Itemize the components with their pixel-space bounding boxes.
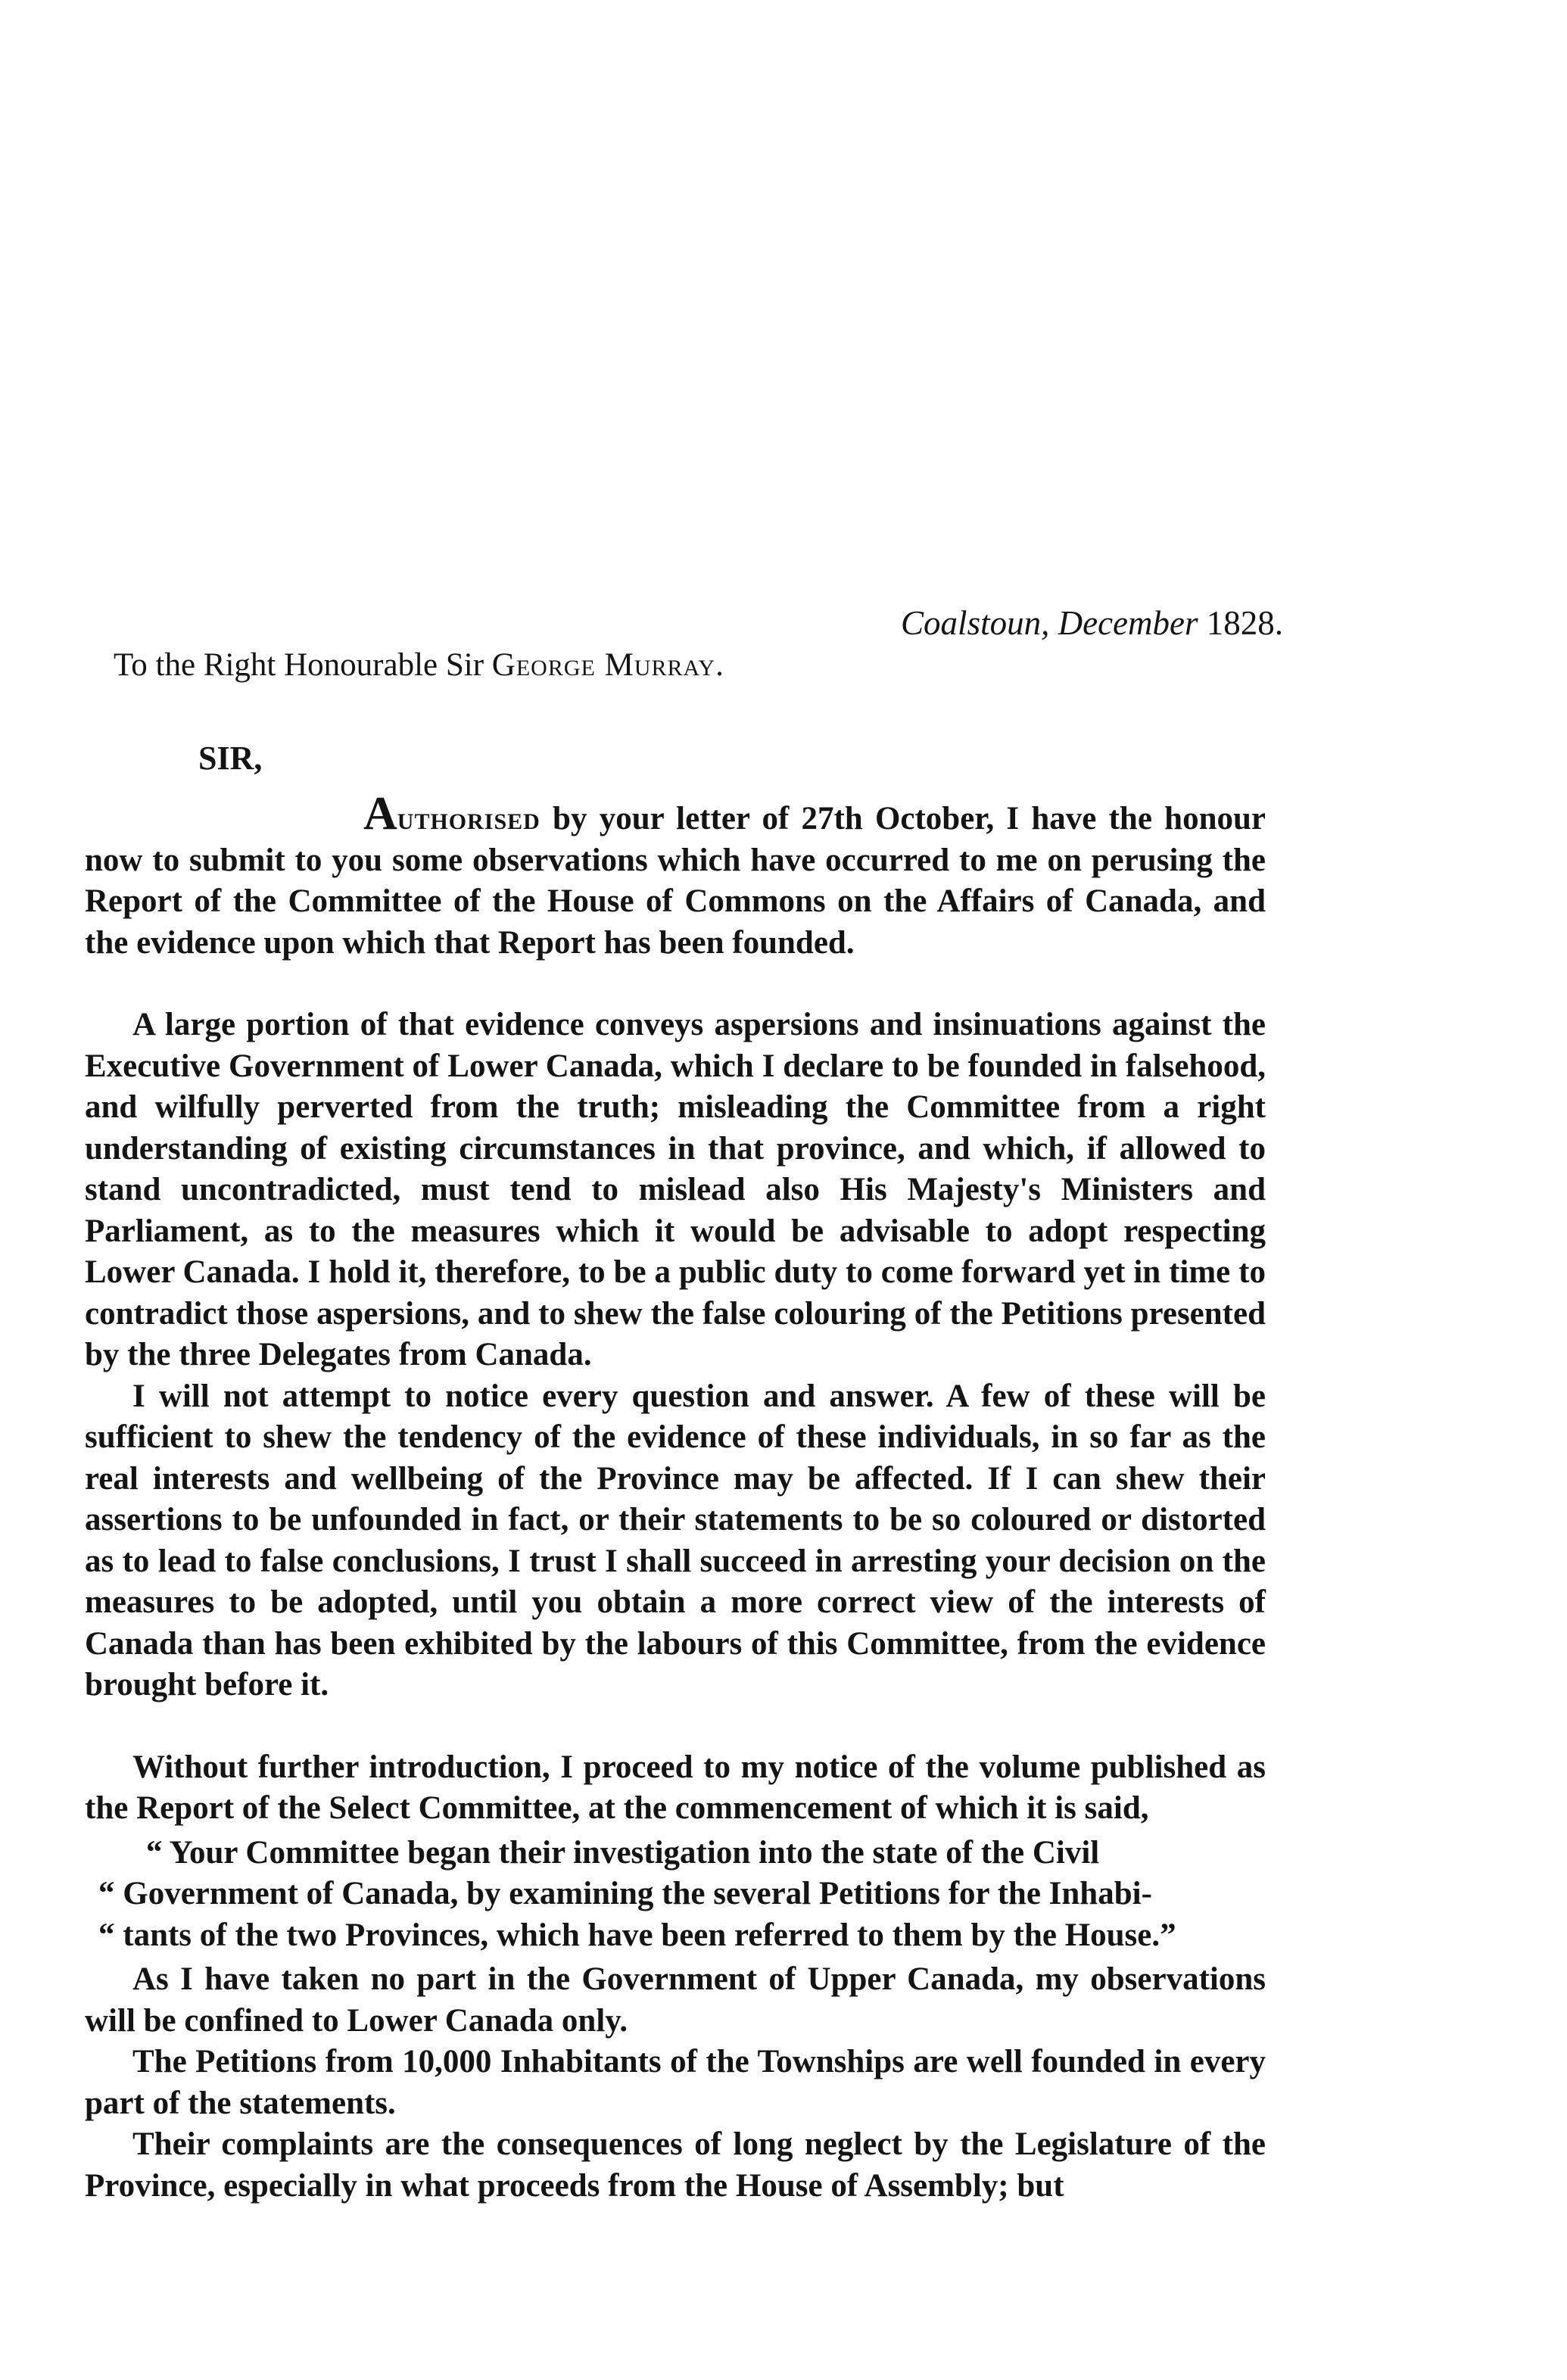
dateline-year: 1828. [1206, 604, 1283, 642]
paragraph-1 [85, 788, 1266, 964]
paragraph-3: I will not attempt to notice every question and answer. A few of these will be sufficient to shew the tendency of the evidence of these individuals, in so far as the real interests and wellbeing of the Province may be affected. If I can shew their assertions to be unfounded in fact, or their statements to be so coloured or distorted as to lead to false conclusions, I trust I shall succeed in arresting your decision on the measures to be adopted, until you obtain a more correct view of the interests of Canada than has been exhibited by the labours of this Committee, from the evidence brought before it. [85, 1378, 1266, 1702]
quotation-line-2: “ Government of Canada, by examining the several Petitions for the Inhabi- [98, 1876, 1152, 1911]
quotation-line-3: “ tants of the two Provinces, which have been referred to them by the House.” [98, 1917, 1176, 1953]
dateline-month: December [1058, 604, 1198, 642]
addressee [114, 643, 1022, 687]
paragraph-4: Without further introduction, I proceed to my notice of the volume published as the Report of the Select Committee, at the commencement of which it is said, [85, 1749, 1266, 1826]
paragraph-text: by your letter of 27th October, I have the honour now to submit to you some observations which have occurred to me on perusing the Report of the Committee of the House of Commons on the Affairs of Canada, and the evidence upon which that Report has been founded. [85, 801, 1266, 961]
quotation [85, 1833, 1266, 1957]
paragraph-2: A large portion of that evidence conveys aspersions and insinuations against the Executive Government of Lower Canada, which I declare to be founded in falsehood, and wilfully perverted from the truth; misleading the Committee from a right understanding of existing circumstances in that province, and which, if allowed to stand uncontradicted, must tend to mislead also His Majesty's Ministers and Parliament, as to the measures which it would be advisable to adopt respecting Lower Canada. I hold it, therefore, to be a public duty to come forward yet in time to contradict those aspersions, and to shew the false colouring of the Petitions presented by the three Delegates from Canada. [85, 1007, 1266, 1372]
addressee-name: George Murray. [491, 647, 724, 683]
drop-cap: A [363, 788, 397, 840]
paragraph-lead-word: uthorised [397, 801, 541, 836]
paragraph-5: As I have taken no part in the Government of Upper Canada, my observations will be confined to Lower Canada only. [85, 1961, 1266, 2039]
paragraph-7: Their complaints are the consequences of long neglect by the Legislature of the Province, especially in what proceeds from the House of Assembly; but [85, 2126, 1266, 2204]
paragraph-6: The Petitions from 10,000 Inhabitants of the Townships are well founded in every part of the statements. [85, 2044, 1266, 2121]
dateline [806, 602, 1283, 644]
addressee-prefix: To the Right Honourable Sir [114, 647, 484, 683]
quotation-line-1: “ Your Committee began their investigation into the state of the Civil [146, 1834, 1100, 1871]
letter-body [85, 788, 1266, 2207]
salutation: SIR, [198, 740, 263, 777]
dateline-place: Coalstoun, [901, 604, 1050, 642]
